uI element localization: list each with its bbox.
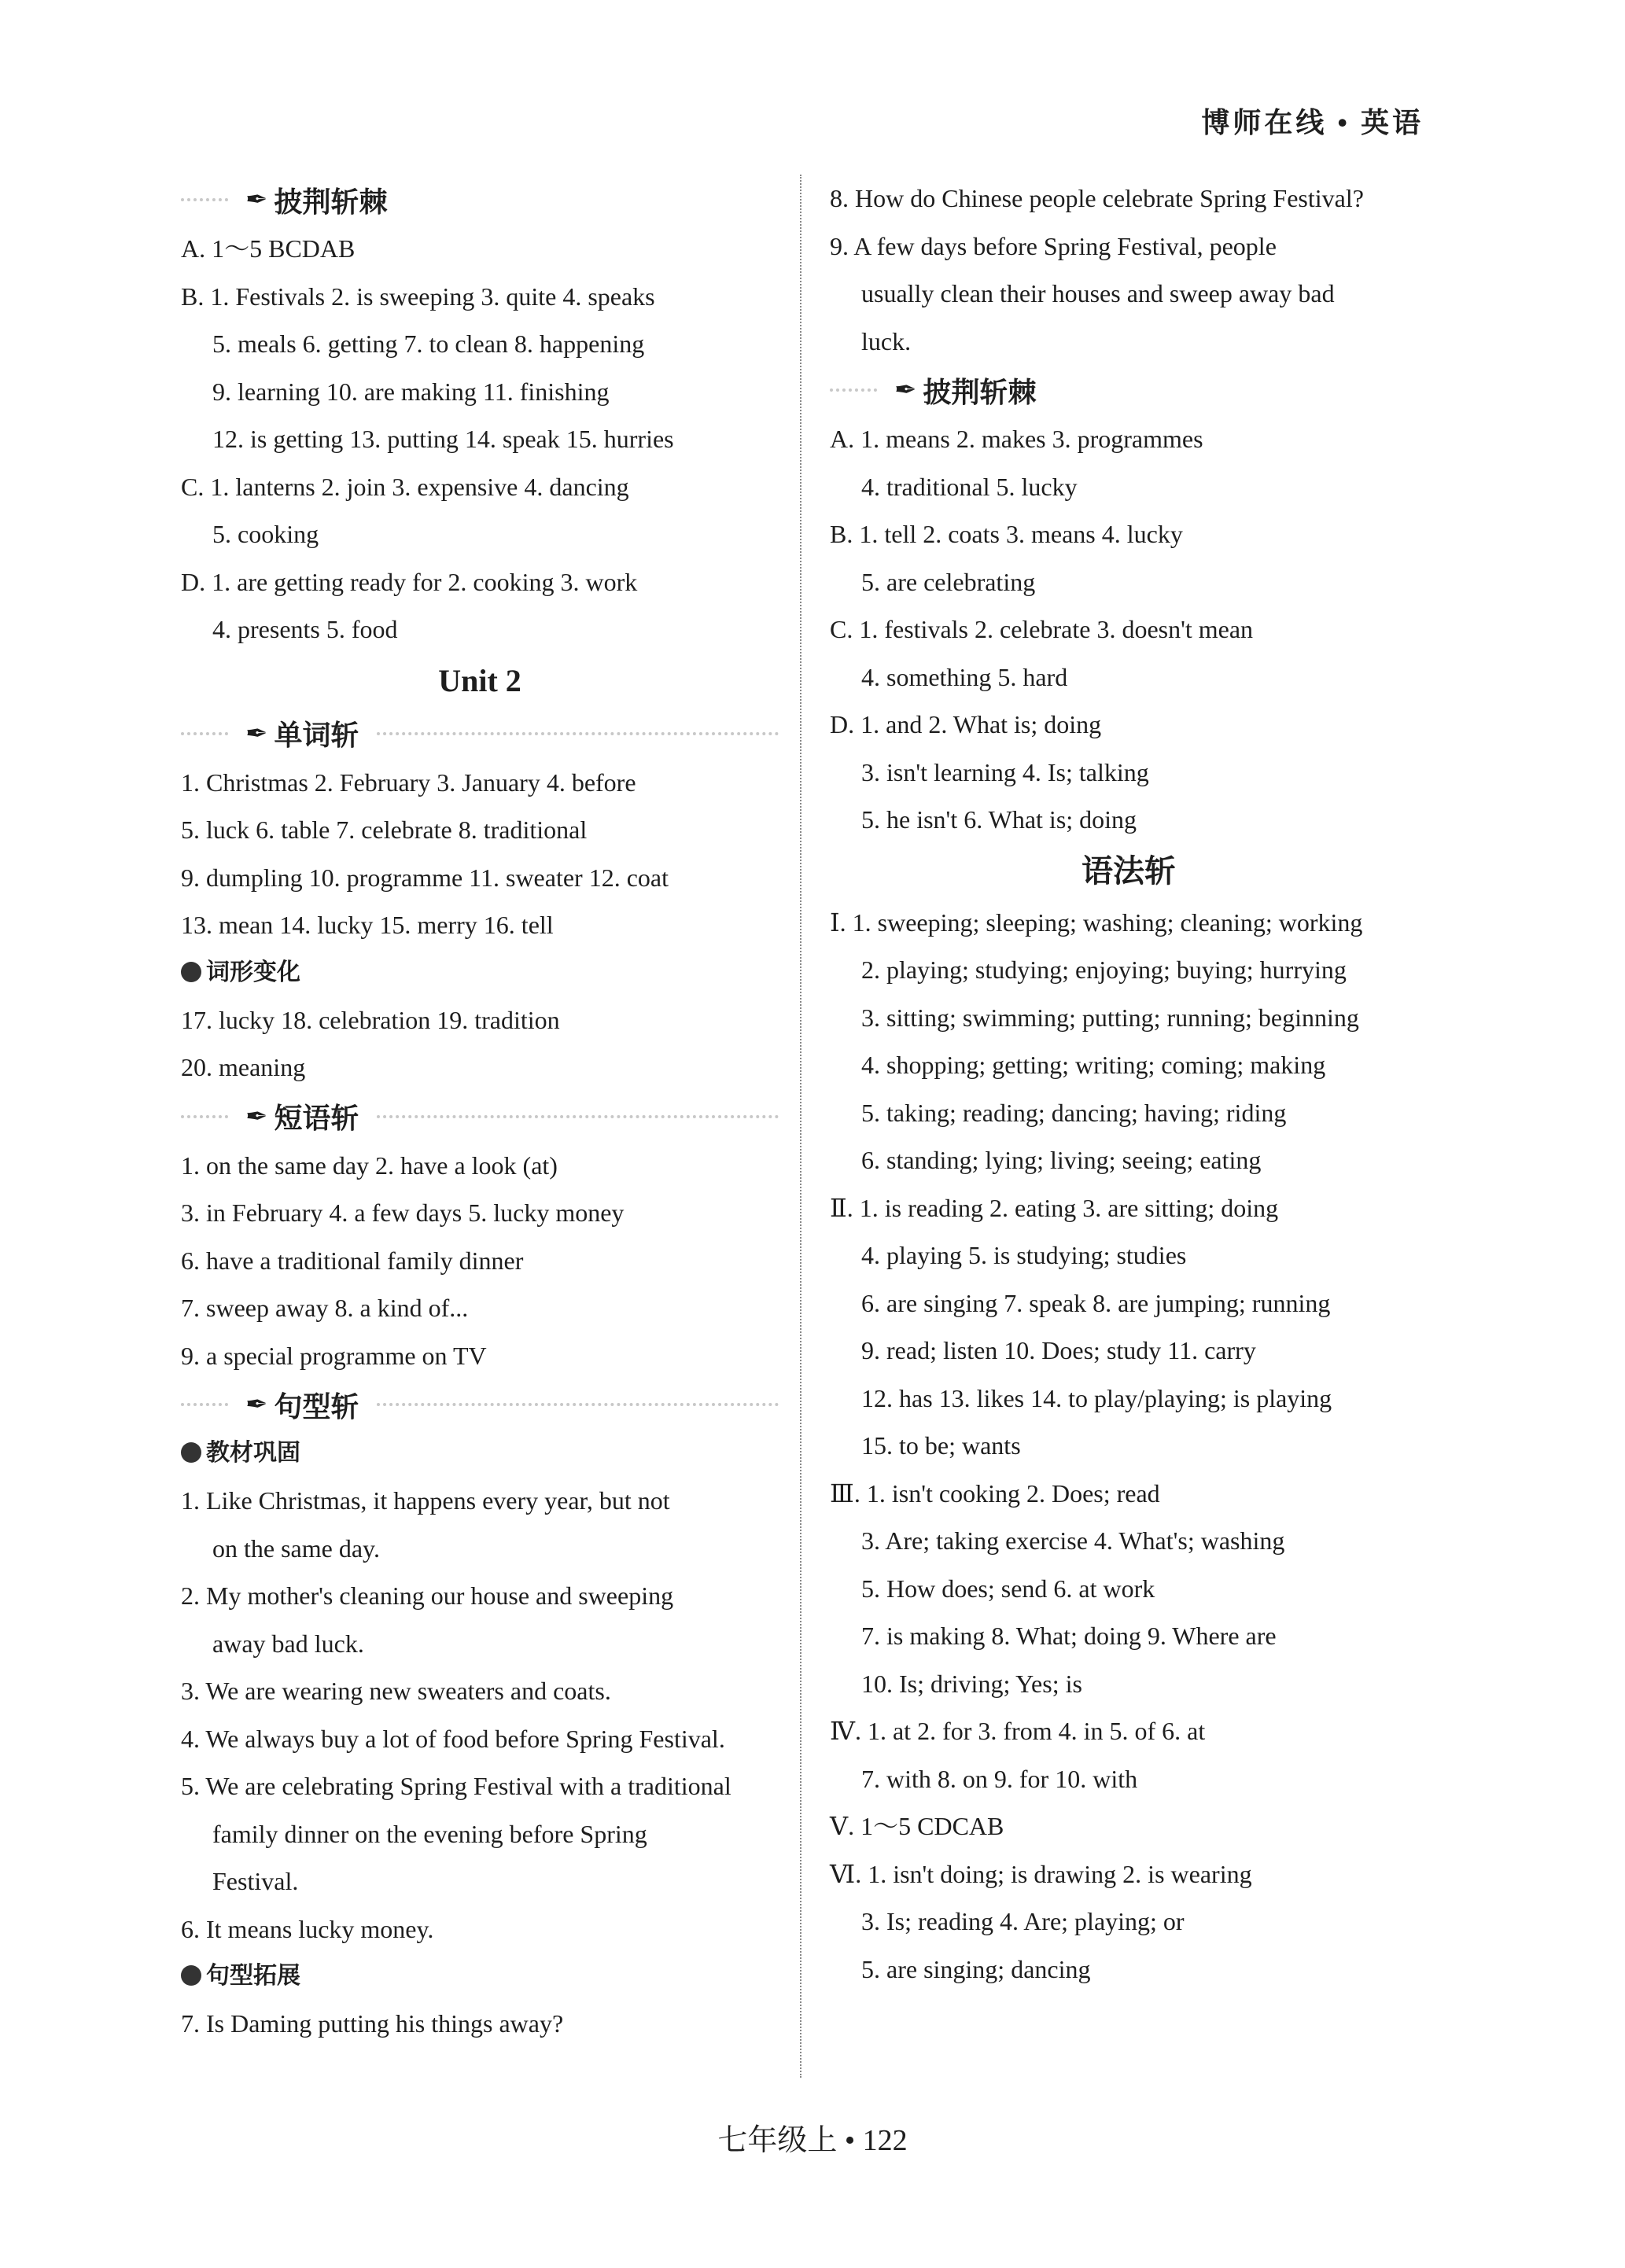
answer-line: usually clean their houses and sweep away bad bbox=[861, 279, 1335, 307]
subheading-cxbh: 词形变化 bbox=[181, 949, 779, 996]
answer-line: 5. meals 6. getting 7. to clean 8. happening bbox=[212, 330, 645, 358]
answer-line: 6. standing; lying; living; seeing; eating bbox=[861, 1146, 1262, 1174]
page-footer: 七年级上 • 122 bbox=[717, 2124, 908, 2157]
answer-line: 5. cooking bbox=[212, 520, 319, 548]
column-divider bbox=[800, 175, 801, 2078]
answer-line: luck. bbox=[861, 326, 912, 355]
section-heading-dyz: ✒ 短语斩 bbox=[181, 1092, 779, 1142]
answer-line: A. 1. means 2. makes 3. programmes bbox=[830, 425, 1203, 453]
answer-line: 6. are singing 7. speak 8. are jumping; running bbox=[861, 1288, 1331, 1317]
answer-line: 4. shopping; getting; writing; coming; making bbox=[861, 1051, 1326, 1079]
answer-line: 2. My mother's cleaning our house and sweeping bbox=[181, 1581, 674, 1610]
answer-line: 12. is getting 13. putting 14. speak 15. hurries bbox=[212, 425, 674, 453]
badge-icon bbox=[181, 1965, 201, 1986]
answer-line: Ⅲ. 1. isn't cooking 2. Does; read bbox=[830, 1478, 1160, 1508]
answer-line: 15. to be; wants bbox=[861, 1431, 1021, 1460]
answer-line: 3. in February 4. a few days 5. lucky money bbox=[181, 1198, 625, 1227]
answer-line: Ⅰ. 1. sweeping; sleeping; washing; cleaning; working bbox=[830, 908, 1363, 937]
answer-line: 3. Are; taking exercise 4. What's; washing bbox=[861, 1526, 1285, 1555]
answer-line: 6. It means lucky money. bbox=[181, 1914, 434, 1943]
section-heading-dcz: ✒ 单词斩 bbox=[181, 709, 779, 759]
answer-line: 4. We always buy a lot of food before Spring Festival. bbox=[181, 1724, 725, 1753]
answer-line: 9. learning 10. are making 11. finishing bbox=[212, 377, 610, 406]
answer-line: Ⅳ. 1. at 2. for 3. from 4. in 5. of 6. at bbox=[830, 1717, 1206, 1745]
answer-line: 9. read; listen 10. Does; study 11. carry bbox=[861, 1336, 1256, 1364]
pen-icon: ✒ bbox=[245, 717, 268, 749]
answer-line: Ⅵ. 1. isn't doing; is drawing 2. is wearing bbox=[830, 1859, 1252, 1888]
section-heading-jxz: ✒ 句型斩 bbox=[181, 1379, 779, 1430]
answer-line: 9. a special programme on TV bbox=[181, 1341, 487, 1370]
subheading-jxtz: 句型拓展 bbox=[181, 1953, 779, 2000]
right-column bbox=[830, 175, 1428, 1993]
answer-line: 3. Is; reading 4. Are; playing; or bbox=[861, 1907, 1185, 1935]
answer-line: 5. are singing; dancing bbox=[861, 1954, 1091, 1983]
answer-line: 5. luck 6. table 7. celebrate 8. traditional bbox=[181, 816, 588, 844]
unit-title: Unit 2 bbox=[438, 662, 521, 698]
answer-line: 13. mean 14. lucky 15. merry 16. tell bbox=[181, 911, 554, 939]
answer-line: 9. dumpling 10. programme 11. sweater 12. coat bbox=[181, 863, 669, 892]
answer-line: away bad luck. bbox=[212, 1629, 364, 1658]
grammar-title: 语法斩 bbox=[1081, 852, 1176, 889]
answer-line: 7. sweep away 8. a kind of... bbox=[181, 1294, 469, 1322]
answer-line: C. 1. festivals 2. celebrate 3. doesn't mean bbox=[830, 615, 1254, 643]
badge-icon bbox=[181, 962, 201, 982]
answer-line: 4. playing 5. is studying; studies bbox=[861, 1241, 1187, 1269]
answer-line: 1. Like Christmas, it happens every year, but not bbox=[181, 1486, 670, 1515]
answer-line: 1. Christmas 2. February 3. January 4. before bbox=[181, 768, 636, 797]
answer-line: 7. with 8. on 9. for 10. with bbox=[861, 1764, 1138, 1793]
badge-icon bbox=[181, 1442, 201, 1463]
answer-line: 10. Is; driving; Yes; is bbox=[861, 1669, 1082, 1698]
page-header: 博师在线 • 英语 bbox=[1201, 107, 1424, 138]
answer-line: 2. playing; studying; enjoying; buying; hurrying bbox=[861, 955, 1347, 984]
pen-icon: ✒ bbox=[894, 374, 917, 406]
answer-line: 8. How do Chinese people celebrate Spring Festival? bbox=[830, 184, 1364, 212]
answer-line: 3. isn't learning 4. Is; talking bbox=[861, 757, 1149, 786]
answer-line: 12. has 13. likes 14. to play/playing; is playing bbox=[861, 1383, 1332, 1412]
answer-line: Ⅱ. 1. is reading 2. eating 3. are sitting; doing bbox=[830, 1193, 1279, 1222]
answer-line: 3. We are wearing new sweaters and coats. bbox=[181, 1677, 611, 1705]
section-heading-pjzj: ✒ 披荆斩棘 bbox=[830, 365, 1428, 415]
answer-line: 1. on the same day 2. have a look (at) bbox=[181, 1151, 558, 1180]
answer-line: 9. A few days before Spring Festival, people bbox=[830, 231, 1277, 260]
answer-line: Festival. bbox=[212, 1867, 299, 1895]
answer-line: 20. meaning bbox=[181, 1053, 306, 1081]
left-column bbox=[181, 175, 779, 2048]
answer-line: 7. is making 8. What; doing 9. Where are bbox=[861, 1622, 1277, 1650]
answer-line: 5. are celebrating bbox=[861, 567, 1036, 596]
pen-icon: ✒ bbox=[245, 1389, 268, 1420]
answer-line: D. 1. and 2. What is; doing bbox=[830, 710, 1102, 738]
answer-line: A. 1～5 BCDAB bbox=[181, 234, 356, 263]
answer-line: 5. he isn't 6. What is; doing bbox=[861, 805, 1137, 834]
answer-line: 4. something 5. hard bbox=[861, 662, 1068, 691]
section-heading-pjzj: ✒ 披荆斩棘 bbox=[181, 175, 779, 225]
pen-icon: ✒ bbox=[245, 1100, 268, 1132]
answer-line: B. 1. tell 2. coats 3. means 4. lucky bbox=[830, 520, 1183, 548]
answer-line: 17. lucky 18. celebration 19. tradition bbox=[181, 1005, 560, 1034]
answer-line: family dinner on the evening before Spring bbox=[212, 1819, 647, 1848]
answer-line: 4. presents 5. food bbox=[212, 615, 398, 643]
answer-line: D. 1. are getting ready for 2. cooking 3. work bbox=[181, 567, 638, 596]
answer-line: B. 1. Festivals 2. is sweeping 3. quite 4. speaks bbox=[181, 282, 655, 311]
answer-line: 4. traditional 5. lucky bbox=[861, 472, 1078, 501]
answer-line: 3. sitting; swimming; putting; running; beginning bbox=[861, 1003, 1359, 1032]
subheading-jcgg: 教材巩固 bbox=[181, 1430, 779, 1477]
answer-line: 5. taking; reading; dancing; having; riding bbox=[861, 1098, 1287, 1127]
answer-line: Ⅴ. 1～5 CDCAB bbox=[830, 1812, 1004, 1840]
answer-line: 7. Is Daming putting his things away? bbox=[181, 2009, 564, 2038]
answer-line: 6. have a traditional family dinner bbox=[181, 1246, 524, 1275]
answer-line: C. 1. lanterns 2. join 3. expensive 4. dancing bbox=[181, 472, 629, 501]
pen-icon: ✒ bbox=[245, 184, 268, 215]
answer-line: on the same day. bbox=[212, 1533, 380, 1563]
answer-line: 5. We are celebrating Spring Festival with a traditional bbox=[181, 1772, 731, 1800]
answer-line: 5. How does; send 6. at work bbox=[861, 1574, 1155, 1603]
